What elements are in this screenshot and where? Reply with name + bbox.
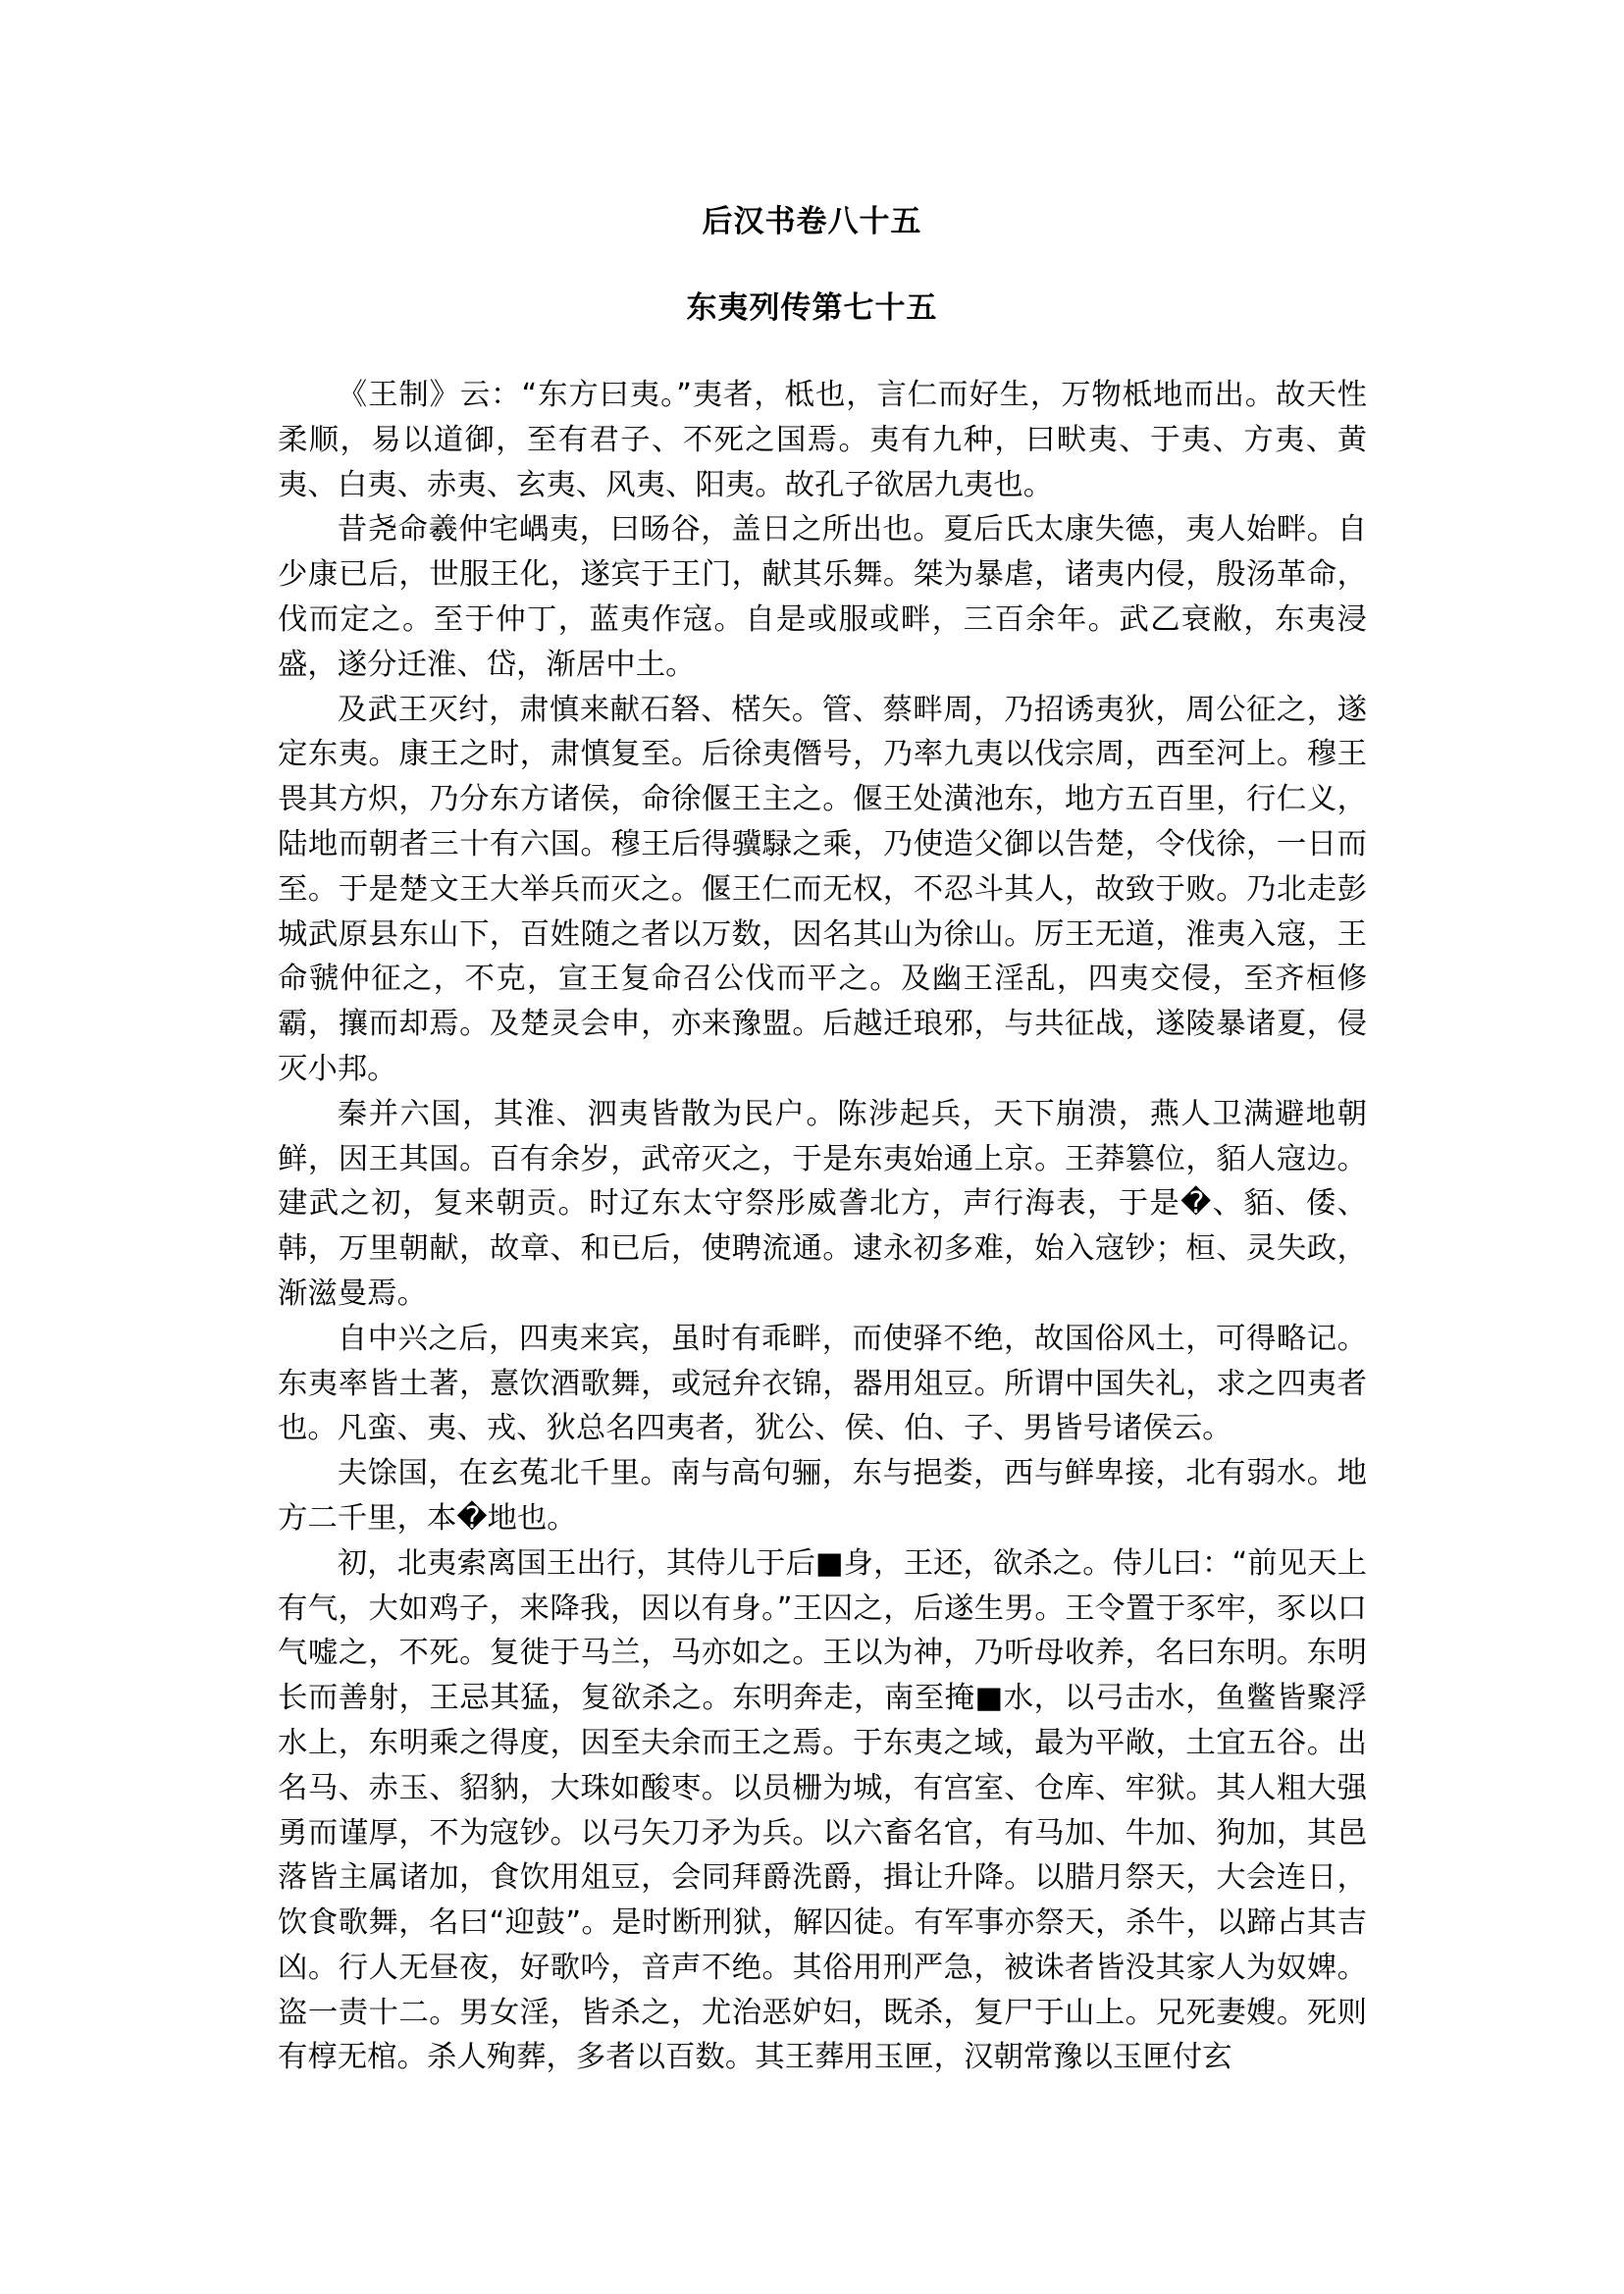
paragraph: 夫馀国，在玄菟北千里。南与高句骊，东与挹娄，西与鲜卑接，北有弱水。地方二千里，本�地也。 — [278, 1456, 1367, 1536]
paragraph: 及武王灭纣，肃慎来献石砮、楛矢。管、蔡畔周，乃招诱夷狄，周公征之，遂定东夷。康王之时，肃慎复至。后徐夷僭号，乃率九夷以伐宗周，西至河上。穆王畏其方炽，乃分东方诸侯，命徐偃王主之。偃王处潢池东，地方五百里，行仁义，陆地而朝者三十有六国。穆王后得骥騄之乘，乃使造父御以告楚，令伐徐，一日而至。于是楚文王大举兵而灭之。偃王仁而无权，不忍斗其人，故致于败。乃北走彭城武原县东山下，百姓随之者以万数，因名其山为徐山。厉王无道，淮夷入寇，王命虢仲征之，不克，宣王复命召公伐而平之。及幽王淫乱，四夷交侵，至齐桓修霸，攘而却焉。及楚灵会申，亦来豫盟。后越迁琅邪，与共征战，遂陵暴诸夏，侵灭小邦。 — [278, 692, 1367, 1086]
paragraph: 秦并六国，其淮、泗夷皆散为民户。陈涉起兵，天下崩溃，燕人卫满避地朝鲜，因王其国。百有余岁，武帝灭之，于是东夷始通上京。王莽篡位，貊人寇边。建武之初，复来朝贡。时辽东太守祭彤威詟北方，声行海表，于是�、貊、倭、韩，万里朝献，故章、和已后，使聘流通。逮永初多难，始入寇钞；桓、灵失政，渐滋曼焉。 — [278, 1096, 1367, 1311]
paragraph: 《王制》云：“东方曰夷。”夷者，柢也，言仁而好生，万物柢地而出。故天性柔顺，易以道御，至有君子、不死之国焉。夷有九种，曰畎夷、于夷、方夷、黄夷、白夷、赤夷、玄夷、风夷、阳夷。故孔子欲居九夷也。 — [278, 378, 1367, 502]
book-title: 后汉书卷八十五 — [702, 204, 922, 239]
paragraph: 自中兴之后，四夷来宾，虽时有乖畔，而使驿不绝，故国俗风土，可得略记。东夷率皆土著，憙饮酒歌舞，或冠弁衣锦，器用俎豆。所谓中国失礼，求之四夷者也。凡蛮、夷、戎、狄总名四夷者，犹公、侯、伯、子、男皆号诸侯云。 — [278, 1321, 1367, 1446]
paragraph: 昔尧命羲仲宅嵎夷，曰旸谷，盖日之所出也。夏后氏太康失德，夷人始畔。自少康已后，世服王化，遂宾于王门，献其乐舞。桀为暴虐，诸夷内侵，殷汤革命，伐而定之。至于仲丁，蓝夷作寇。自是或服或畔，三百余年。武乙衰敝，东夷浸盛，遂分迁淮、岱，渐居中土。 — [278, 512, 1367, 682]
document-body — [278, 373, 1367, 2080]
chapter-title: 东夷列传第七十五 — [686, 290, 938, 326]
paragraph: 初，北夷索离国王出行，其侍儿于后■身，王还，欲杀之。侍儿曰：“前见天上有气，大如鸡子，来降我，因以有身。”王囚之，后遂生男。王令置于豕牢，豕以口气嘘之，不死。复徙于马兰，马亦如之。王以为神，乃听母收养，名曰东明。东明长而善射，王忌其猛，复欲杀之。东明奔走，南至掩■水，以弓击水，鱼鳖皆聚浮水上，东明乘之得度，因至夫余而王之焉。于东夷之域，最为平敞，土宜五谷。出名马、赤玉、貂豽，大珠如酸枣。以员栅为城，有宫室、仓库、牢狱。其人粗大强勇而谨厚，不为寇钞。以弓矢刀矛为兵。以六畜名官，有马加、牛加、狗加，其邑落皆主属诸加，食饮用俎豆，会同拜爵洗爵，揖让升降。以腊月祭天，大会连日，饮食歌舞，名曰“迎鼓”。是时断刑狱，解囚徒。有军事亦祭天，杀牛，以蹄占其吉凶。行人无昼夜，好歌吟，音声不绝。其俗用刑严急，被诛者皆没其家人为奴婢。盗一责十二。男女淫，皆杀之，尤治恶妒妇，既杀，复尸于山上。兄死妻嫂。死则有椁无棺。杀人殉葬，多者以百数。其王葬用玉匣，汉朝常豫以玉匣付玄 — [278, 1545, 1367, 2075]
